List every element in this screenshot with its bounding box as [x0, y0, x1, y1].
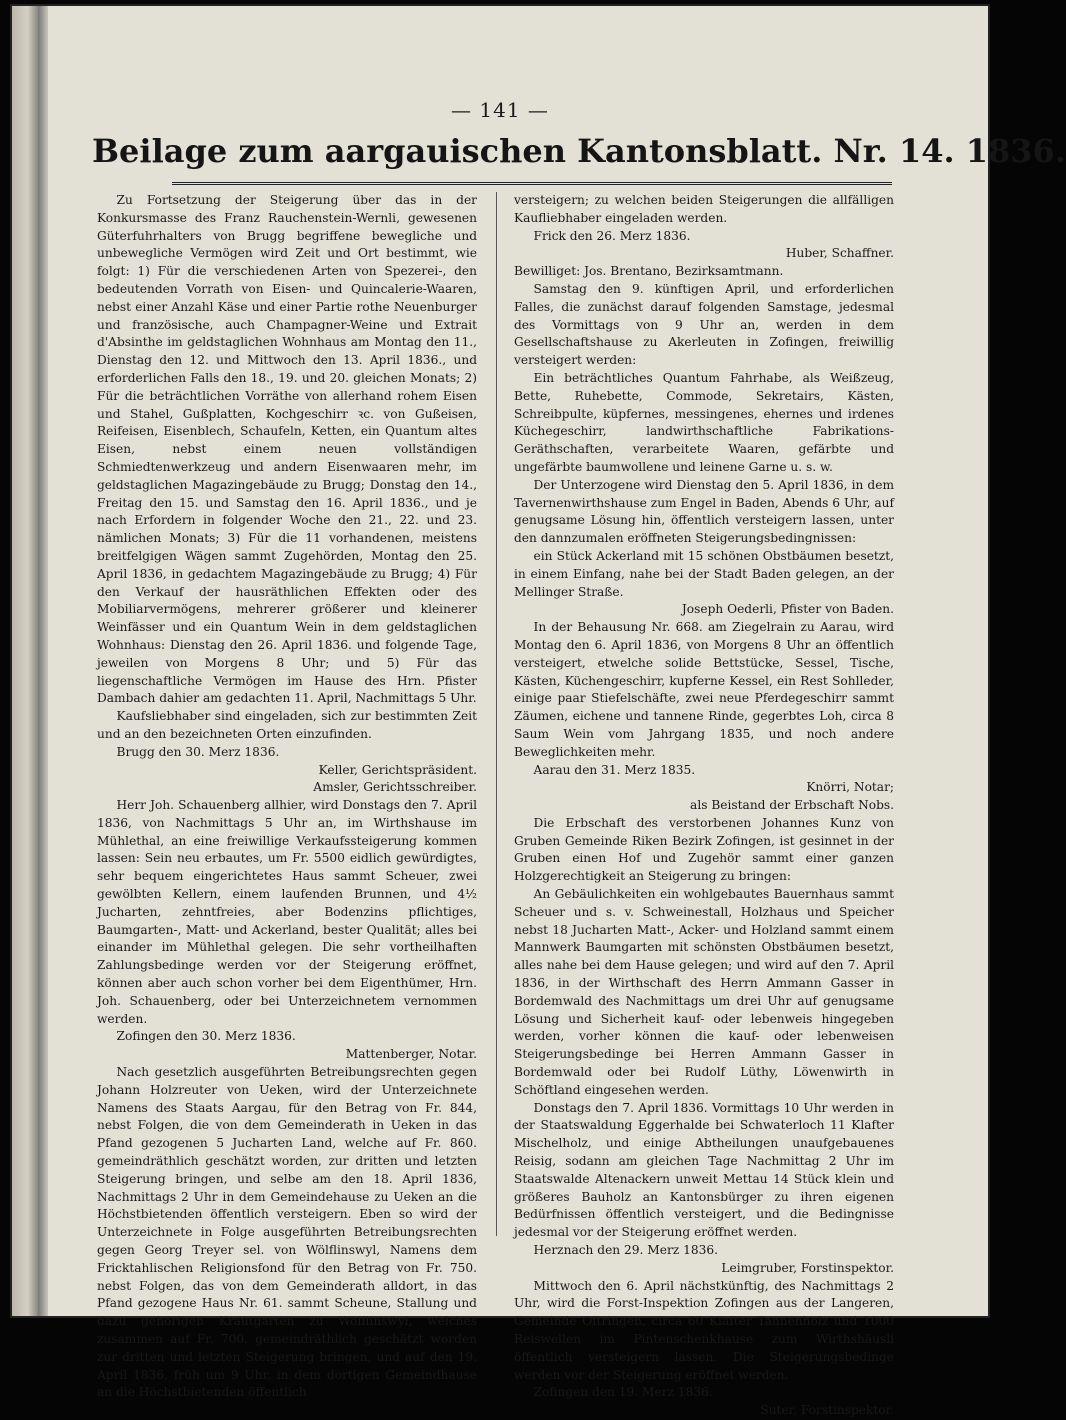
left-column — [97, 192, 477, 1400]
notice-signature: Huber, Schaffner. — [785, 246, 894, 261]
page-title: Beilage zum aargauischen Kantonsblatt. Nr. 14. 1836. — [92, 132, 1066, 170]
right-column — [514, 192, 894, 1418]
notice-text: Nach gesetzlich ausgeführten Betreibungsrechten gegen Johann Holzreuter von Ueken, wird der Unterzeichnete Namens des Staats Aargau, für den Betrag von Fr. 844, nebst Folgen, die von dem Gemeinderath in Ueken in das Pfand gezogenen 5 Jucharten Land, welche auf Fr. 860. gemeindräthlich geschätzt worden, zur dritten und letzten Steigerung bringen, und selbe am den 18. April 1836, Nachmittags 2 Uhr in dem Gemeindehause zu Ueken an die Höchstbietenden öffentlich versteigern. Eben so wird der Unterzeichnete in Folge ausgeführten Betreibungsrechten gegen Georg Treyer sel. von Wölflinswyl, Namens dem Fricktahlischen Religionsfond für den Betrag von Fr. 750. nebst Folgen, das von dem Gemeinderath alldort, in das Pfand gezogene Haus Nr. 61. sammt Scheune, Stallung und dazu gehörigen Krautgarten zu Wölflinswyl, welches zusammen auf Fr. 700. gemeindräthlich geschätzt worden zur dritten und letzten Steigerung bringen, und auf den 19. April 1836, früh um 9 Uhr, in dem dortigen Gemeindhause an die Höchstbietenden öffentlich — [97, 1065, 477, 1400]
page-crease — [38, 6, 48, 1316]
notice-signature: Leimgruber, Forstinspektor. — [721, 1260, 894, 1275]
column-divider — [496, 192, 497, 1236]
notice-dateline: Aarau den 31. Merz 1835. — [533, 762, 696, 777]
notice-text: Zu Fortsetzung der Steigerung über das in der Konkursmasse des Franz Rauchenstein-Wernli, gewesenen Güterfuhrhalters von Brugg begriffene bewegliche und unbewegliche Vermögen wird Zeit und Ort bestimmt, wie folgt: 1) Für die verschiedenen Arten von Spezerei-, den bedeutenden Vorrath von Eisen- und Quincalerie-Waaren, nebst einer Anzahl Käse und einer Partie rothe Neuenburger und französische, auch Champagner-Weine und Extrait d'Absinthe im geldstaglichen Wohnhaus am Montag den 11., Dienstag den 12. und Mittwoch den 13. April 1836., und erforderlichen Falls den 18., 19. und 20. gleichen Monats; 2) Für die beträchtlichen Vorräthe von allerhand rohem Eisen und Stahel, Gußplatten, Kochgeschirr ꝛc. von Gußeisen, Reifeisen, Eisenblech, Schaufeln, Ketten, ein Quantum altes Eisen, nebst einem neuen vollständigen Schmiedtenwerkzeug und andern Eisenwaaren mehr, im geldstaglichen Magazingebäude zu Brugg; Donstag den 14., Freitag den 15. und Samstag den 16. April 1836., und je nach Erfordern in folgender Woche den 21., 22. und 23. nämlichen Monats; 3) Für die 11 vorhandenen, meistens breitfelgigen Wägen sammt Zugehörden, Montag den 25. April 1836, in gedachtem Magazingebäude zu Brugg; 4) Für den Verkauf der hausräthlichen Effekten oder des Mobiliarvermögens, mehrerer größerer und kleinerer Weinfässer und ein Quantum Wein in dem geldstaglichen Wohnhaus: Dienstag den 26. April 1836. und folgende Tage, jeweilen von Morgens 8 Uhr; und 5) Für das liegenschaftliche Vermögen im Hause des Hrn. Pfister Dambach dahier am gedachten 11. April, Nachmittags 5 Uhr. — [97, 193, 477, 706]
notice-text: Herr Joh. Schauenberg allhier, wird Donstags den 7. April 1836, von Nachmittags 5 Uhr an, im Wirthshause im Mühlethal, an eine freiwillige Verkaufssteigerung kommen lassen: Sein neu erbautes, um Fr. 5500 eidlich gewürdigtes, sehr bequem eingerichtetes Haus sammt Scheuer, zwei gewölbten Kellern, einem laufenden Brunnen, und 4½ Jucharten, zehntfreies, aber Bodenzins pflichtiges, Baumgarten-, Matt- und Ackerland, bester Qualität; alles bei einander im Mühlethal gelegen. Die sehr vortheilhaften Zahlungsbedinge werden vor der Steigerung eröffnet, können aber auch schon vorher bei dem Eigenthümer, Hrn. Joh. Schauenberg, oder bei Unterzeichnetem vernommen werden. — [97, 798, 477, 1026]
notice-text: Mittwoch den 6. April nächstkünftig, des Nachmittags 2 Uhr, wird die Forst-Inspektion Zofingen aus der Langeren, Gemeinde Oftringen, circa 60 Klafter Tannenholz und 1000 Reiswellen im Pintenschenkhause zum Wirthshäusli öffentlich versteigern lassen. Die Steigerungsbedinge werden vor der Steigerung eröffnet werden. — [514, 1278, 894, 1382]
previous-page-edge — [12, 6, 40, 1316]
notice-text: Die Erbschaft des verstorbenen Johannes Kunz von Gruben Gemeinde Riken Bezirk Zofingen, ist gesinnet in der Gruben einen Hof und Zugehör sammt einer ganzen Holzgerechtigkeit an Steigerung zu bringen: — [514, 815, 894, 884]
notice-dateline: Frick den 26. Merz 1836. — [533, 228, 691, 243]
notice-signature: Amsler, Gerichtsschreiber. — [313, 780, 477, 795]
notice-dateline: Brugg den 30. Merz 1836. — [116, 744, 280, 759]
notice-text: versteigern; zu welchen beiden Steigerungen die allfälligen Kaufliebhaber eingeladen werden. — [514, 193, 894, 225]
notice-items: ein Stück Ackerland mit 15 schönen Obstbäumen besetzt, in einem Einfang, nahe bei der Stadt Baden gelegen, an der Mellinger Straße. — [514, 548, 894, 599]
notice-signature: Keller, Gerichtspräsident. — [318, 762, 477, 777]
header-rule — [172, 182, 892, 185]
notice-dateline: Zofingen den 30. Merz 1836. — [116, 1029, 296, 1044]
newspaper-page — [12, 6, 1066, 1418]
page-number: — 141 — — [451, 98, 549, 122]
notice-signature: Knörri, Notar; — [806, 780, 894, 795]
notice-text: Samstag den 9. künftigen April, und erforderlichen Falles, die zunächst darauf folgenden Samstage, jedesmal des Vormittags von 9 Uhr an, werden in dem Gesellschaftshause zu Akerleuten in Zofingen, freiwillig versteigert werden: — [514, 281, 894, 368]
notice-dateline: Zofingen den 19. Merz 1836. — [533, 1385, 713, 1400]
notice-signature: Mattenberger, Notar. — [345, 1047, 477, 1062]
notice-items: Ein beträchtliches Quantum Fahrhabe, als Weißzeug, Bette, Ruhebette, Commode, Sekretairs, Kästen, Schreibpulte, küpfernes, messingenes, ehernes und irdenes Küchegeschirr, landwirthschaftliche Fabrikations- Geräthschaften, verarbeitete Waaren, gefärbte und ungefärbte baumwollene und leinene Garne u. s. w. — [514, 370, 894, 474]
notice-signature: Joseph Oederli, Pfister von Baden. — [681, 602, 894, 617]
notice-dateline: Herznach den 29. Merz 1836. — [533, 1243, 718, 1258]
notice-items: An Gebäulichkeiten ein wohlgebautes Bauernhaus sammt Scheuer und s. v. Schweinestall, Holzhaus und Speicher nebst 18 Jucharten Matt-, Acker- und Holzland sammt einem Mannwerk Baumgarten mit schönsten Obstbäumen besetzt, alles nahe bei dem Hause gelegen; und wird auf den 7. April 1836, in der Wirthschaft des Herrn Ammann Gasser in Bordemwald des Nachmittags um drei Uhr auf genugsame Lösung und Sicherheit kauf- oder lebenweis hingegeben werden, vorher können die kauf- oder lebenweisen Steigerungsbedinge bei Herren Ammann Gasser in Bordemwald oder bei Rudolf Lüthy, Löwenwirth in Schöftland eingesehen werden. — [514, 887, 894, 1097]
notice-text: Der Unterzogene wird Dienstag den 5. April 1836, in dem Tavernenwirthshause zum Engel in Baden, Abends 6 Uhr, auf genugsame Lösung hin, öffentlich versteigern lassen, unter den dannzumalen eröffneten Steigerungsbedingnissen: — [514, 477, 894, 546]
notice-signature: Suter, Forstinspektor. — [760, 1403, 894, 1418]
notice-text: In der Behausung Nr. 668. am Ziegelrain zu Aarau, wird Montag den 6. April 1836, von Morgens 8 Uhr an öffentlich versteigert, etwelche solide Bettstücke, Sessel, Tische, Kästen, Küchengeschirr, kupferne Kessel, ein Rest Sohlleder, einige paar Stiefelschäfte, zwei neue Pferdegeschirr sammt Zäumen, eichene und tannene Rinde, gegerbtes Loh, circa 8 Saum Wein vom Jahrgang 1835, und noch andere Beweglichkeiten mehr. — [514, 620, 894, 759]
notice-text: Donstags den 7. April 1836. Vormittags 10 Uhr werden in der Staatswaldung Eggerhalde bei Schwaterloch 11 Klafter Mischelholz, und einige Abtheilungen unaufgebauenes Reisig, sodann am gleichen Tage Nachmittag 2 Uhr im Staatswalde Altenackern unweit Mettau 14 Stück klein und größeres Bauholz an Kantonsbürger zu ihren eigenen Bedürfnissen öffentlich versteigert, und die Bedingnisse jedesmal vor der Steigerung eröffnet werden. — [514, 1100, 894, 1240]
notice-approval: Bewilliget: Jos. Brentano, Bezirksamtmann. — [514, 264, 784, 279]
notice-text: Kaufsliebhaber sind eingeladen, sich zur bestimmten Zeit und an den bezeichneten Orten einzufinden. — [97, 709, 477, 741]
notice-signature: als Beistand der Erbschaft Nobs. — [690, 798, 894, 813]
